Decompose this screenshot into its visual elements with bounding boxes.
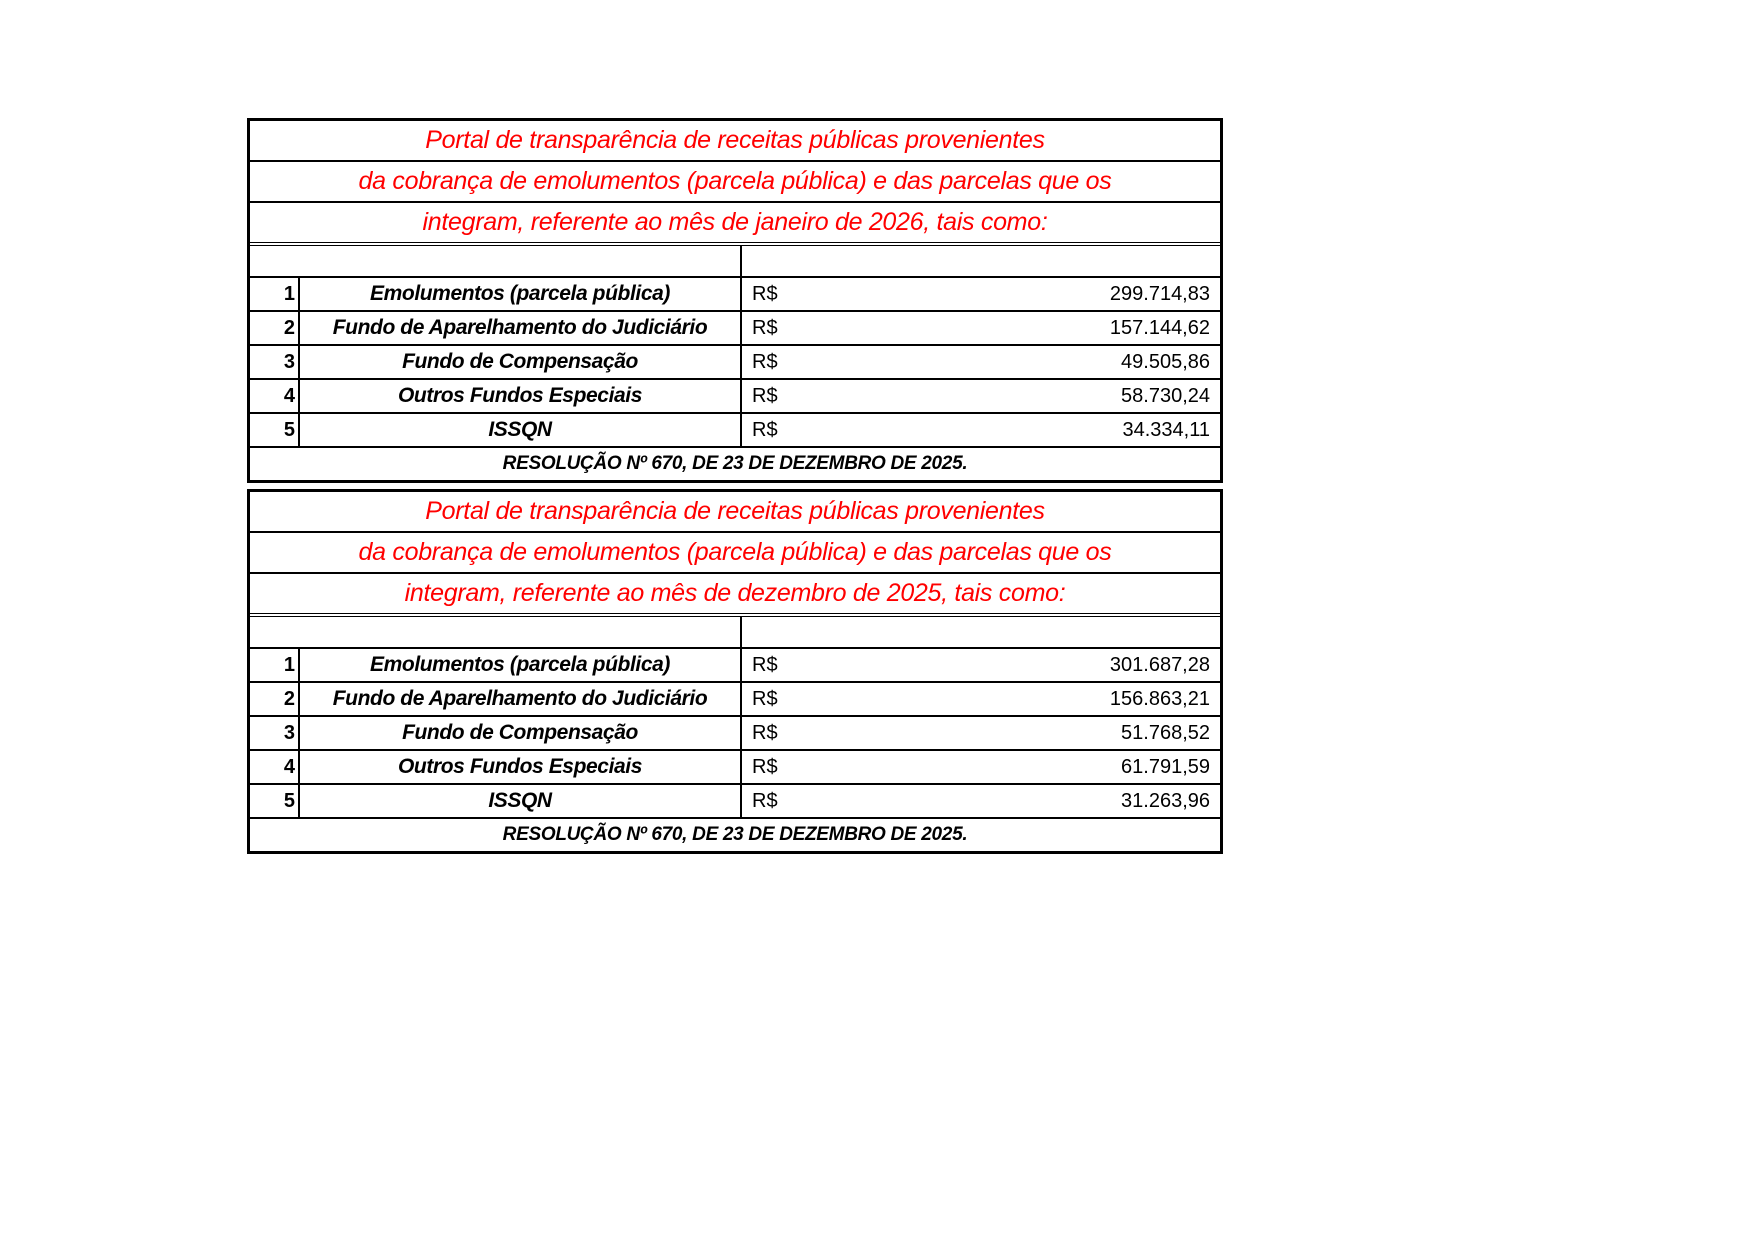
row-label: Fundo de Compensação: [300, 346, 742, 378]
row-number: 5: [250, 785, 300, 817]
row-label: Emolumentos (parcela pública): [300, 278, 742, 310]
table-row: [250, 380, 1220, 414]
table-footer: RESOLUÇÃO Nº 670, DE 23 DE DEZEMBRO DE 2025.: [502, 453, 968, 474]
currency-symbol: R$: [752, 722, 778, 744]
table-title-line: Portal de transparência de receitas públicas provenientes: [250, 121, 1220, 162]
table-title-line: integram, referente ao mês de dezembro de 2025, tais como:: [250, 574, 1220, 617]
row-value: 51.768,52: [1121, 722, 1210, 744]
table-footer: RESOLUÇÃO Nº 670, DE 23 DE DEZEMBRO DE 2025.: [502, 824, 968, 845]
currency-symbol: R$: [752, 756, 778, 778]
currency-symbol: R$: [752, 419, 778, 441]
table-row: [250, 649, 1220, 683]
row-number: 3: [250, 346, 300, 378]
currency-symbol: R$: [752, 317, 778, 339]
blank-row: [250, 617, 1220, 649]
row-label: Outros Fundos Especiais: [300, 751, 742, 783]
row-number: 2: [250, 683, 300, 715]
row-number: 5: [250, 414, 300, 446]
row-value: 58.730,24: [1121, 385, 1210, 407]
currency-symbol: R$: [752, 283, 778, 305]
row-value: 31.263,96: [1121, 790, 1210, 812]
table-row: [250, 312, 1220, 346]
table-title-line: da cobrança de emolumentos (parcela pública) e das parcelas que os: [250, 533, 1220, 574]
currency-symbol: R$: [752, 790, 778, 812]
row-label: Fundo de Aparelhamento do Judiciário: [300, 683, 742, 715]
currency-symbol: R$: [752, 351, 778, 373]
row-label: Fundo de Compensação: [300, 717, 742, 749]
row-label: Fundo de Aparelhamento do Judiciário: [300, 312, 742, 344]
table-row: [250, 751, 1220, 785]
table-row: [250, 414, 1220, 448]
row-label: Outros Fundos Especiais: [300, 380, 742, 412]
row-number: 4: [250, 751, 300, 783]
table-title-line: integram, referente ao mês de janeiro de 2026, tais como:: [250, 203, 1220, 246]
table-title-line: Portal de transparência de receitas públicas provenientes: [250, 492, 1220, 533]
row-value: 61.791,59: [1121, 756, 1210, 778]
revenue-table: [247, 489, 1223, 854]
row-number: 3: [250, 717, 300, 749]
currency-symbol: R$: [752, 385, 778, 407]
table-title-line: da cobrança de emolumentos (parcela pública) e das parcelas que os: [250, 162, 1220, 203]
row-label: Emolumentos (parcela pública): [300, 649, 742, 681]
row-value: 49.505,86: [1121, 351, 1210, 373]
table-row: [250, 346, 1220, 380]
row-number: 1: [250, 649, 300, 681]
row-label: ISSQN: [300, 785, 742, 817]
row-value: 157.144,62: [1109, 317, 1210, 339]
blank-row: [250, 246, 1220, 278]
row-label: ISSQN: [300, 414, 742, 446]
table-row: [250, 683, 1220, 717]
row-value: 156.863,21: [1109, 688, 1210, 710]
row-number: 2: [250, 312, 300, 344]
table-row: [250, 717, 1220, 751]
currency-symbol: R$: [752, 654, 778, 676]
revenue-table: [247, 118, 1223, 483]
row-number: 4: [250, 380, 300, 412]
row-value: 301.687,28: [1109, 654, 1210, 676]
row-number: 1: [250, 278, 300, 310]
table-row: [250, 278, 1220, 312]
table-row: [250, 785, 1220, 819]
row-value: 34.334,11: [1122, 419, 1210, 441]
currency-symbol: R$: [752, 688, 778, 710]
row-value: 299.714,83: [1109, 283, 1210, 305]
